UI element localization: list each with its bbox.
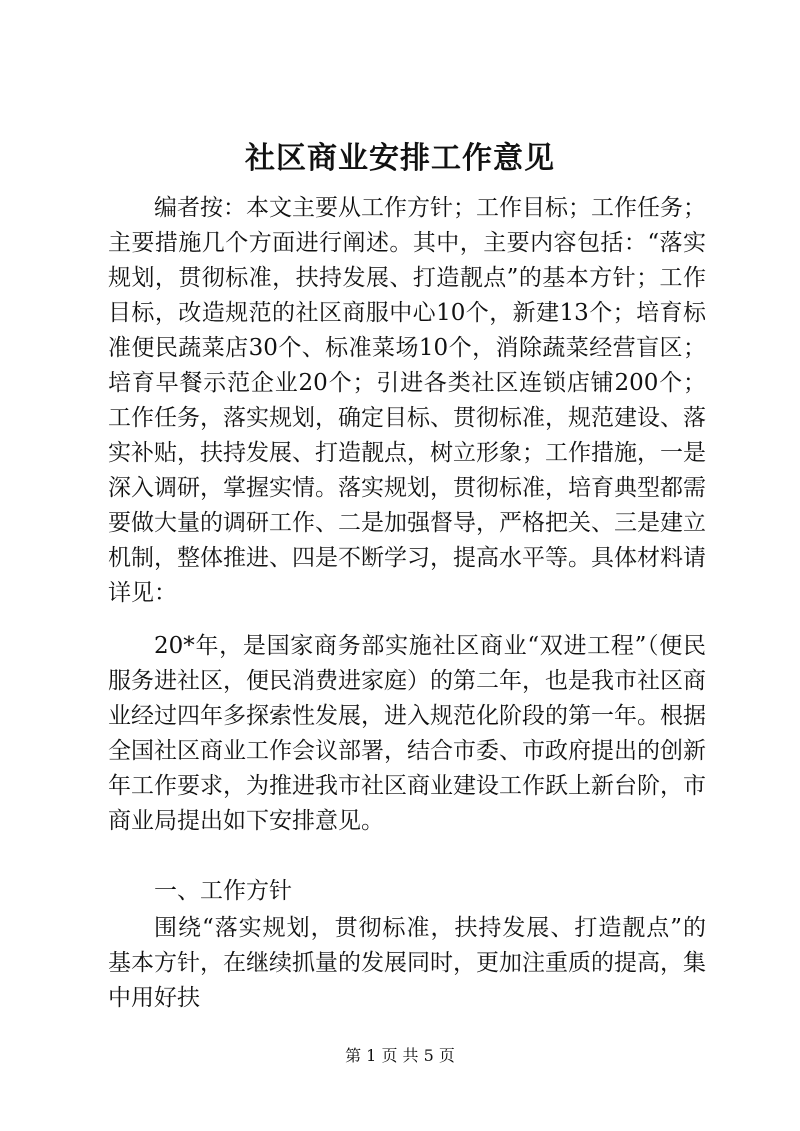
page-number-footer: 第 1 页 共 5 页 [345,1046,455,1065]
intro-paragraph: 20*年，是国家商务部实施社区商业“双进工程”（便民服务进社区，便民消费进家庭）的第二年，也是我市社区商业经过四年多探索性发展，进入规范化阶段的第一年。根据全国社区商业工作会议部署，结合市委、市政府提出的创新年工作要求，为推进我市社区商业建设工作跃上新台阶，市商业局提出如下安排意见。 [108,633,706,834]
policy-paragraph: 围绕“落实规划，贯彻标准，扶持发展、打造靓点”的基本方针，在继续抓量的发展同时，更加注重质的提高，集中用好扶 [108,915,706,1011]
editor-note-paragraph: 编者按：本文主要从工作方针；工作目标；工作任务；主要措施几个方面进行阐述。其中，主要内容包括：“落实规划，贯彻标准，扶持发展、打造靓点”的基本方针；工作目标，改造规范的社区商服中心10个，新建13个；培育标准便民蔬菜店30个、标准菜场10个，消除蔬菜经营盲区；培育早餐示范企业20个；引进各类社区连锁店铺200个；工作任务，落实规划，确定目标、贯彻标准，规范建设、落实补贴，扶持发展、打造靓点，树立形象；工作措施，一是深入调研，掌握实情。落实规划，贯彻标准，培育典型都需要做大量的调研工作、二是加强督导，严格把关、三是建立机制，整体推进、四是不断学习，提高水平等。具体材料请详见： [108,195,706,606]
section-heading: 一、工作方针 [154,878,292,904]
document-title: 社区商业安排工作意见 [245,141,555,176]
